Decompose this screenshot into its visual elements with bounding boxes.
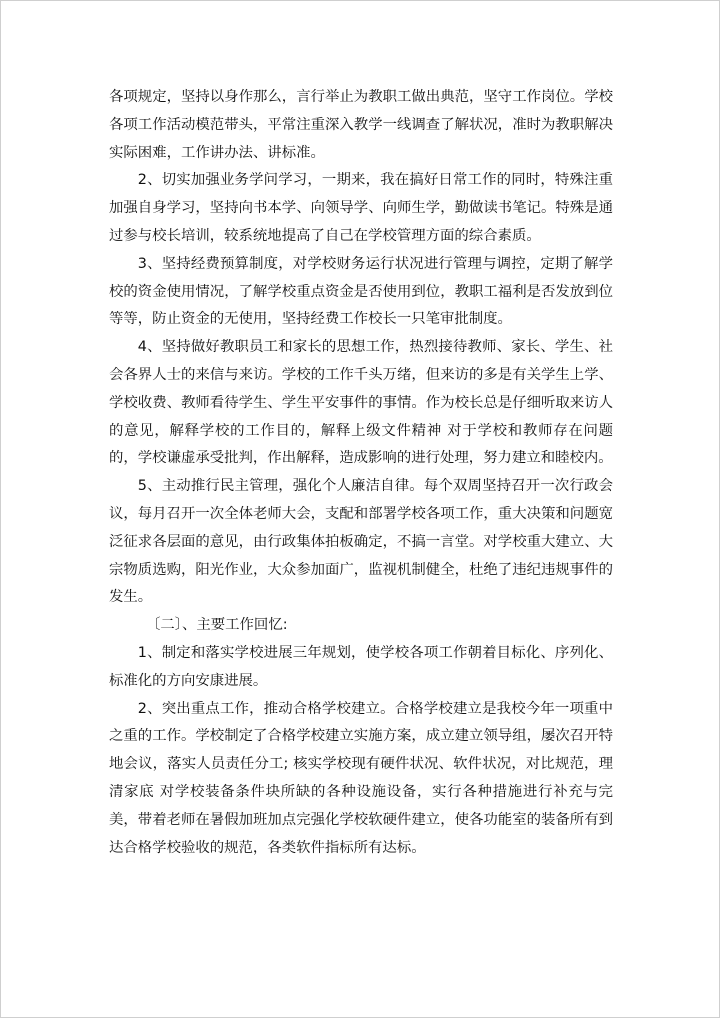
- paragraph-item-5: 5、主动推行民主管理，强化个人廉洁自律。每个双周坚持召开一次行政会议，每月召开一次全体老师大会，支配和部署学校各项工作，重大决策和问题宽泛征求各层面的意见，由行政集体拍板确定，不搞一言堂。对学校重大建立、大宗物质选购，阳光作业，大众参加面广，监视机制健全，杜绝了违纪违规事件的发生。: [109, 478, 613, 606]
- document-body: [109, 84, 613, 862]
- section-heading: 〔二〕、主要工作回忆:: [146, 617, 288, 634]
- paragraph-item-3: 3、坚持经费预算制度，对学校财务运行状况进行管理与调控，定期了解学校的资金使用情况，了解学校重点资金是否使用到位，教职工福利是否发放到位等等，防止资金的无使用，坚持经费工作校长一只笔审批制度。: [109, 255, 613, 328]
- paragraph-item-4: 4、坚持做好教职员工和家长的思想工作，热烈接待教师、家长、学生、社会各界人士的来信与来访。学校的工作千头万绪，但来访的多是有关学生上学、学校收费、教师看待学生、学生平安事件的事情。作为校长总是仔细听取来访人的意见，解释学校的工作目的，解释上级文件精神 对于学校和教师存在问题的，学校谦虚承受批判，作出解释，造成影响的进行处理，努力建立和睦校内。: [109, 339, 613, 467]
- paragraph-continuation: 各项规定，坚持以身作那么，言行举止为教职工做出典范，坚守工作岗位。学校各项工作活动模范带头，平常注重深入教学一线调查了解状况，准时为教职解决实际困难，工作讲办法、讲标准。: [109, 89, 613, 161]
- paragraph-work-1: 1、制定和落实学校进展三年规划，使学校各项工作朝着目标化、序列化、标准化的方向安康进展。: [109, 644, 613, 689]
- paragraph-work-2: 2、突出重点工作，推动合格学校建立。合格学校建立是我校今年一项重中之重的工作。学校制定了合格学校建立实施方案，成立建立领导组，屡次召开特地会议，落实人员责任分工; 核实学校现有硬件状况、软件状况，对比规范，理清家底 对学校装备条件块所缺的各种设施设备，实行各种措施进行补充与完美，带着老师在暑假加班加点完强化学校软硬件建立，使各功能室的装备所有到达合格学校验收的规范，各类软件指标所有达标。: [109, 700, 613, 856]
- paragraph-item-2: 2、切实加强业务学问学习，一期来，我在搞好日常工作的同时，特殊注重加强自身学习，坚持向书本学、向领导学、向师生学，勤做读书笔记。特殊是通过参与校长培训，较系统地提高了自己在学校管理方面的综合素质。: [109, 172, 613, 244]
